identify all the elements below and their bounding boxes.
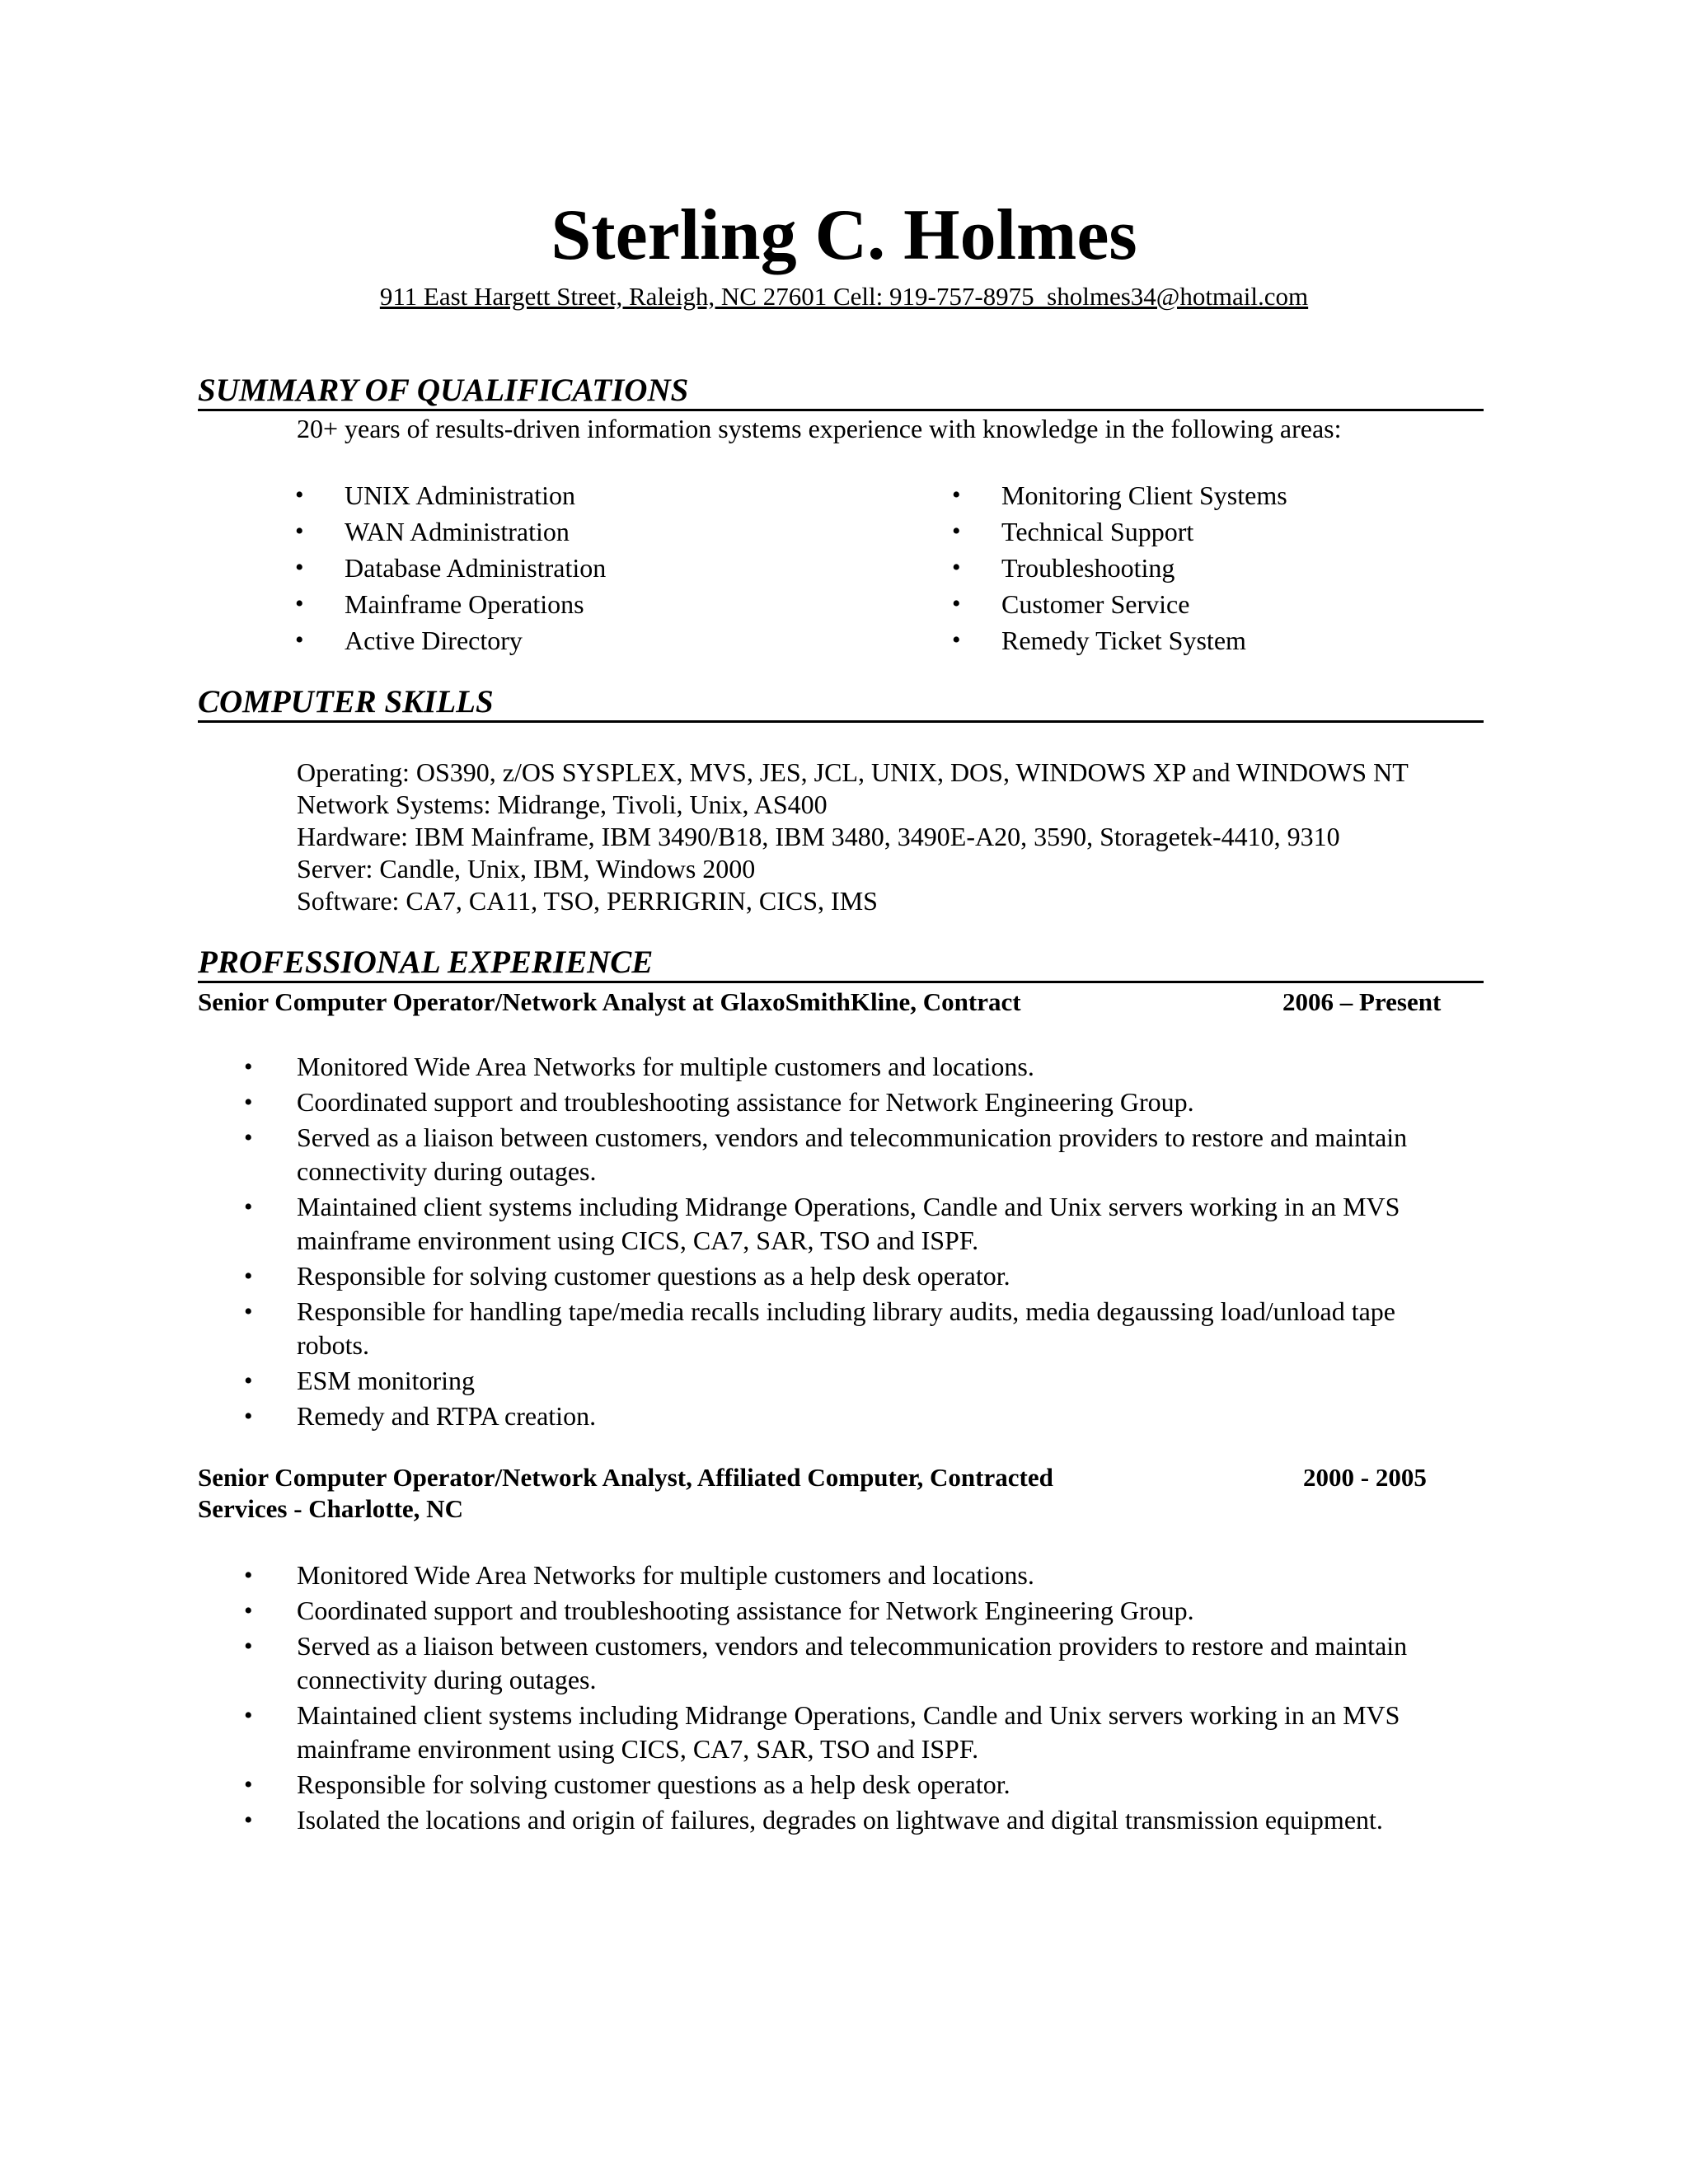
qualifications-right-list xyxy=(952,477,1529,658)
duty-item: • Responsible for solving customer questions as a help desk operator. xyxy=(244,1259,1464,1293)
bullet-icon: • xyxy=(244,1562,253,1589)
qualifications-left-list xyxy=(295,477,872,658)
bullet-icon: • xyxy=(244,1702,253,1729)
bullet-icon: • xyxy=(295,481,304,509)
qualification-item: • Customer Service xyxy=(952,586,1529,622)
summary-heading: SUMMARY OF QUALIFICATIONS xyxy=(198,373,1484,411)
bullet-icon: • xyxy=(244,1771,253,1798)
job-dates: 2000 - 2005 xyxy=(1303,1463,1427,1492)
bullet-icon: • xyxy=(244,1597,253,1624)
bullet-icon: • xyxy=(244,1403,253,1430)
job-title: Senior Computer Operator/Network Analyst at GlaxoSmithKline, Contract xyxy=(198,987,1021,1016)
bullet-icon: • xyxy=(244,1633,253,1660)
bullet-icon: • xyxy=(244,1053,253,1080)
bullet-icon: • xyxy=(244,1367,253,1394)
bullet-icon: • xyxy=(295,554,304,581)
skills-list xyxy=(297,757,1409,917)
qualification-item: • Troubleshooting xyxy=(952,550,1529,586)
job-duties-list xyxy=(244,1558,1464,1839)
job-title: Senior Computer Operator/Network Analyst, Affiliated Computer, Contracted xyxy=(198,1463,1053,1492)
duty-item: • Remedy and RTPA creation. xyxy=(244,1399,1464,1433)
skills-line-hardware: Hardware: IBM Mainframe, IBM 3490/B18, IBM 3480, 3490E-A20, 3590, Storagetek-4410, 9310 xyxy=(297,822,1340,851)
bullet-icon: • xyxy=(295,518,304,545)
duty-item: • Monitored Wide Area Networks for multiple customers and locations. xyxy=(244,1558,1464,1592)
job-dates: 2006 – Present xyxy=(1282,987,1442,1016)
skills-heading: COMPUTER SKILLS xyxy=(198,684,1484,723)
bullet-icon: • xyxy=(244,1263,253,1290)
duty-item: • Responsible for handling tape/media recalls including library audits, media degaussing load/unload tape robots. xyxy=(244,1296,1395,1360)
bullet-icon: • xyxy=(244,1807,253,1834)
bullet-icon: • xyxy=(952,554,961,581)
contact-line: 911 East Hargett Street, Raleigh, NC 27601 Cell: 919-757-8975 sholmes34@hotmail.com xyxy=(379,282,1309,311)
bullet-icon: • xyxy=(952,518,961,545)
duty-item: • Maintained client systems including Midrange Operations, Candle and Unix servers working in an MVS mainframe environment using CICS, CA7, SAR, TSO and ISPF. xyxy=(244,1192,1400,1255)
skills-line-software: Software: CA7, CA11, TSO, PERRIGRIN, CICS, IMS xyxy=(297,886,878,916)
job-duties-list xyxy=(244,1050,1464,1435)
job-title-continued: Services - Charlotte, NC xyxy=(198,1494,463,1523)
duty-item: • Coordinated support and troubleshooting assistance for Network Engineering Group. xyxy=(244,1085,1464,1119)
qualification-item: • Monitoring Client Systems xyxy=(952,477,1529,513)
experience-heading: PROFESSIONAL EXPERIENCE xyxy=(198,944,1484,983)
duty-item: • Served as a liaison between customers, vendors and telecommunication providers to restore and maintain connectivity during outages. xyxy=(244,1122,1408,1186)
qualification-item: • UNIX Administration xyxy=(295,477,872,513)
duty-item: • Served as a liaison between customers, vendors and telecommunication providers to restore and maintain connectivity during outages. xyxy=(244,1631,1408,1694)
bullet-icon: • xyxy=(244,1124,253,1151)
skills-line-network: Network Systems: Midrange, Tivoli, Unix, AS400 xyxy=(297,790,828,819)
duty-item: • Maintained client systems including Midrange Operations, Candle and Unix servers working in an MVS mainframe environment using CICS, CA7, SAR, TSO and ISPF. xyxy=(244,1700,1400,1764)
bullet-icon: • xyxy=(952,481,961,509)
duty-item: • Monitored Wide Area Networks for multiple customers and locations. xyxy=(244,1050,1464,1084)
duty-item: • Responsible for solving customer questions as a help desk operator. xyxy=(244,1768,1464,1802)
qualification-item: • WAN Administration xyxy=(295,513,872,550)
qualification-item: • Remedy Ticket System xyxy=(952,622,1529,658)
bullet-icon: • xyxy=(952,626,961,654)
summary-intro: 20+ years of results-driven information systems experience with knowledge in the following areas: xyxy=(297,414,1342,443)
bullet-icon: • xyxy=(244,1089,253,1116)
qualification-item: • Active Directory xyxy=(295,622,872,658)
skills-line-operating: Operating: OS390, z/OS SYSPLEX, MVS, JES, JCL, UNIX, DOS, WINDOWS XP and WINDOWS NT xyxy=(297,757,1409,787)
bullet-icon: • xyxy=(295,590,304,617)
bullet-icon: • xyxy=(244,1193,253,1221)
bullet-icon: • xyxy=(244,1298,253,1325)
skills-line-server: Server: Candle, Unix, IBM, Windows 2000 xyxy=(297,854,756,883)
bullet-icon: • xyxy=(295,626,304,654)
qualification-item: • Mainframe Operations xyxy=(295,586,872,622)
candidate-name: Sterling C. Holmes xyxy=(551,195,1137,275)
qualification-item: • Technical Support xyxy=(952,513,1529,550)
duty-item: • Isolated the locations and origin of failures, degrades on lightwave and digital transmission equipment. xyxy=(244,1803,1464,1837)
bullet-icon: • xyxy=(952,590,961,617)
duty-item: • ESM monitoring xyxy=(244,1364,1464,1398)
qualification-item: • Database Administration xyxy=(295,550,872,586)
duty-item: • Coordinated support and troubleshooting assistance for Network Engineering Group. xyxy=(244,1594,1464,1628)
